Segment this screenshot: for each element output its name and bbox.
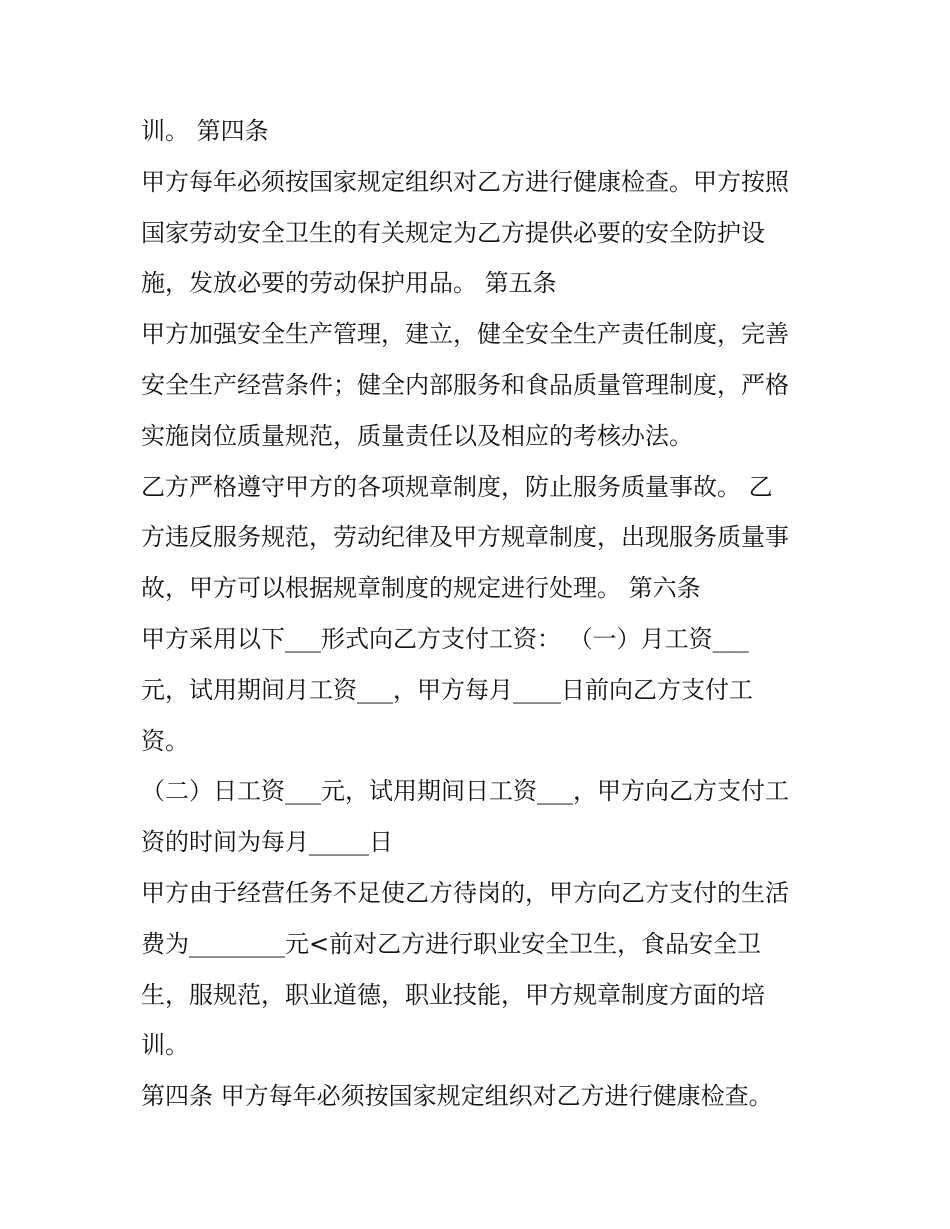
text-line: 实施岗位质量规范，质量责任以及相应的考核办法。 bbox=[141, 421, 693, 450]
text-line: 施，发放必要的劳动保护用品。 第五条 bbox=[141, 269, 557, 298]
text-line: 甲方加强安全生产管理，建立，健全安全生产责任制度，完善 bbox=[141, 320, 789, 349]
document-body bbox=[141, 106, 821, 1122]
text-line: 资的时间为每月_____日 bbox=[141, 828, 393, 857]
text-line: 乙方严格遵守甲方的各项规章制度，防止服务质量事故。 乙 bbox=[141, 472, 773, 501]
text-line: 训。 bbox=[141, 1031, 189, 1060]
text-line: 资。 bbox=[141, 726, 189, 755]
text-line: 甲方采用以下___形式向乙方支付工资： （一）月工资___ bbox=[141, 624, 749, 653]
text-line: 生，服规范，职业道德，职业技能，甲方规章制度方面的培 bbox=[141, 980, 765, 1009]
text-line: 训。 第四条 bbox=[141, 117, 269, 145]
text-line: 元，试用期间月工资___，甲方每月____日前向乙方支付工 bbox=[141, 675, 753, 704]
text-line: 第四条 甲方每年必须按国家规定组织对乙方进行健康检查。 bbox=[141, 1082, 773, 1111]
text-line: 方违反服务规范，劳动纪律及甲方规章制度，出现服务质量事 bbox=[141, 523, 789, 552]
text-line: 甲方每年必须按国家规定组织对乙方进行健康检查。甲方按照 bbox=[141, 167, 789, 196]
text-line: 费为________元<前对乙方进行职业安全卫生，食品安全卫 bbox=[141, 929, 762, 958]
text-line: 故，甲方可以根据规章制度的规定进行处理。 第六条 bbox=[141, 574, 701, 603]
text-line: 甲方由于经营任务不足使乙方待岗的，甲方向乙方支付的生活 bbox=[141, 878, 789, 907]
text-line: （二）日工资___元，试用期间日工资___，甲方向乙方支付工 bbox=[141, 777, 789, 806]
text-line: 国家劳动安全卫生的有关规定为乙方提供必要的安全防护设 bbox=[141, 218, 765, 247]
text-line: 安全生产经营条件；健全内部服务和食品质量管理制度，严格 bbox=[141, 370, 789, 399]
